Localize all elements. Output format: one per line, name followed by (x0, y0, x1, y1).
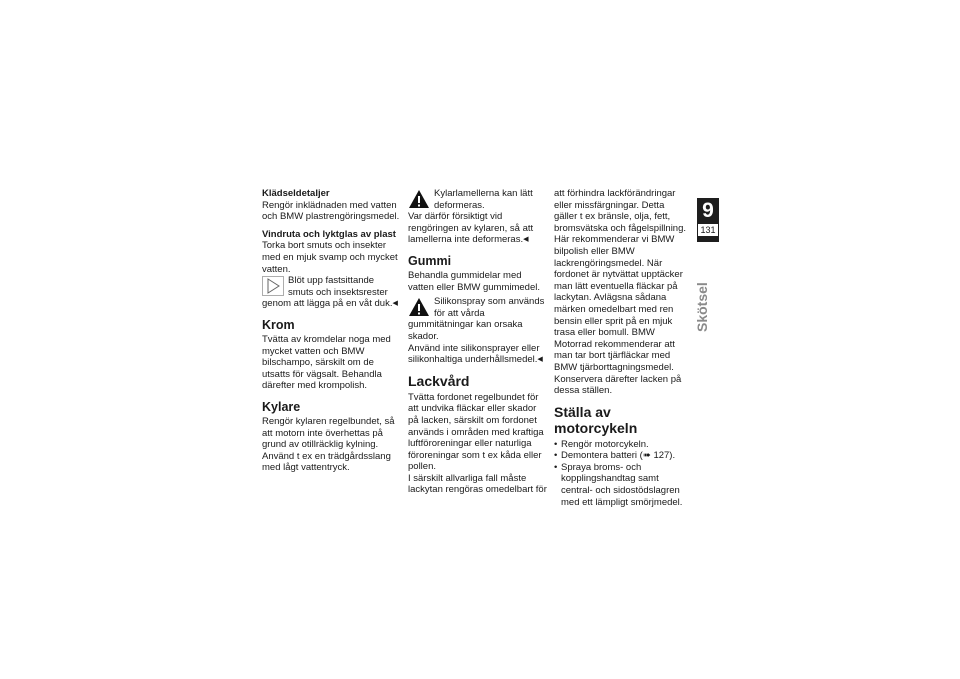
list-item-text: Demontera batteri (➠ 127). (561, 450, 676, 462)
warning-kylare (408, 188, 548, 211)
heading-vindruta: Vindruta och lyktglas av plast (262, 228, 396, 240)
text-gummi: Behandla gummidelar med vatten eller BMW gummimedel. (408, 269, 540, 293)
tip-note (262, 275, 402, 310)
heading-kylare: Kylare (262, 399, 301, 414)
warning-silikon-text-wrap (408, 343, 548, 366)
list-item-text: Spraya broms- och kopplingshandtag samt central- och sidostödslagren med ett lämpligt smörjmedel. (561, 461, 683, 508)
text-kladseldetaljer: Rengör inklädnaden med vatten och BMW plastrengöringsmedel. (262, 199, 400, 223)
heading-kladseldetaljer: Klädseldetaljer (262, 188, 330, 199)
column-2 (408, 188, 548, 496)
list-item (554, 450, 688, 462)
text-lackvard-cont: att förhindra lackförändringar eller missfärgningar. Detta gäller t ex bränsle, olja, fett, bromsvätska och fågelspillning. Här rekommenderar vi BMW bilpolish eller BMW lackrengöringsmedel. När fordonet är nytvättat upptäcker man lätt eventuella fläckar på lackytan. Avlägsna sådana märken omedelbart med ren bensin eller sprit på en mjuk trasa eller bomull. BMW Motorrad rekommenderar att man tar bort tjärfläckar med BMW tjärborttagningsmedel. Konservera därefter lacken på dessa ställen. (554, 188, 687, 397)
text-lackvard-2: I särskilt allvarliga fall måste lackytan rengöras omedelbart för (408, 472, 547, 496)
bullet-list (554, 439, 688, 509)
warning-triangle-icon (408, 189, 430, 209)
tip-text: Blöt upp fastsittande smuts och insektsrester genom att lägga på en våt duk. (262, 275, 393, 310)
text-lackvard-1: Tvätta fordonet regelbundet för att undvika fläckar eller skador på lacken, särskilt om fordonet används i områden med kraftiga luftföroreningar eller naturliga föroreningar som t ex kåda eller pollen. (408, 391, 544, 473)
end-mark: ◀ (537, 356, 543, 364)
list-item-text: Rengör motorcykeln. (561, 438, 649, 450)
warning-silikon-title: Silikonspray som används för att vårda gummitätningar kan orsaka skador. (408, 296, 545, 342)
list-item (554, 462, 688, 508)
warning-kylare-text: Var därför försiktigt vid rengöringen av kylaren, så att lamellerna inte deformeras. (408, 211, 534, 246)
chapter-number: 9 (702, 199, 714, 222)
heading-krom: Krom (262, 317, 295, 332)
bullet-dot: • (554, 438, 558, 450)
chapter-tab (697, 198, 719, 242)
text-vindruta: Torka bort smuts och insekter med en mjuk svamp och mycket vatten. (262, 240, 398, 275)
tip-arrow-icon (262, 276, 284, 296)
bullet-dot: • (554, 461, 558, 473)
heading-stalla-av: Ställa av motorcykeln (554, 403, 638, 436)
list-item (554, 439, 688, 451)
heading-gummi: Gummi (408, 253, 452, 268)
warning-silikon-text: Använd inte silikonsprayer eller silikonhaltiga underhållsmedel. (408, 342, 540, 366)
end-mark: ◀ (392, 300, 398, 308)
heading-lackvard: Lackvård (408, 372, 470, 389)
column-3 (554, 188, 688, 508)
column-1 (262, 188, 402, 474)
section-label: Skötsel (694, 282, 710, 332)
text-kylare: Rengör kylaren regelbundet, så att motorn inte överhettas på grund av otillräcklig kylning. Använd t ex en trädgårdsslang med lågt vattentryck. (262, 415, 395, 474)
page-number: 131 (698, 224, 718, 236)
warning-triangle-icon (408, 297, 430, 317)
bullet-dot: • (554, 450, 558, 462)
warning-kylare-text-wrap (408, 211, 548, 246)
warning-silikon (408, 296, 548, 342)
warning-kylare-title: Kylarlamellerna kan lätt deformeras. (434, 188, 533, 211)
end-mark: ◀ (523, 236, 529, 244)
text-krom: Tvätta av kromdelar noga med mycket vatten och BMW bilschampo, särskilt om de utsatts för vägsalt. Behandla därefter med krompolish. (262, 333, 391, 392)
